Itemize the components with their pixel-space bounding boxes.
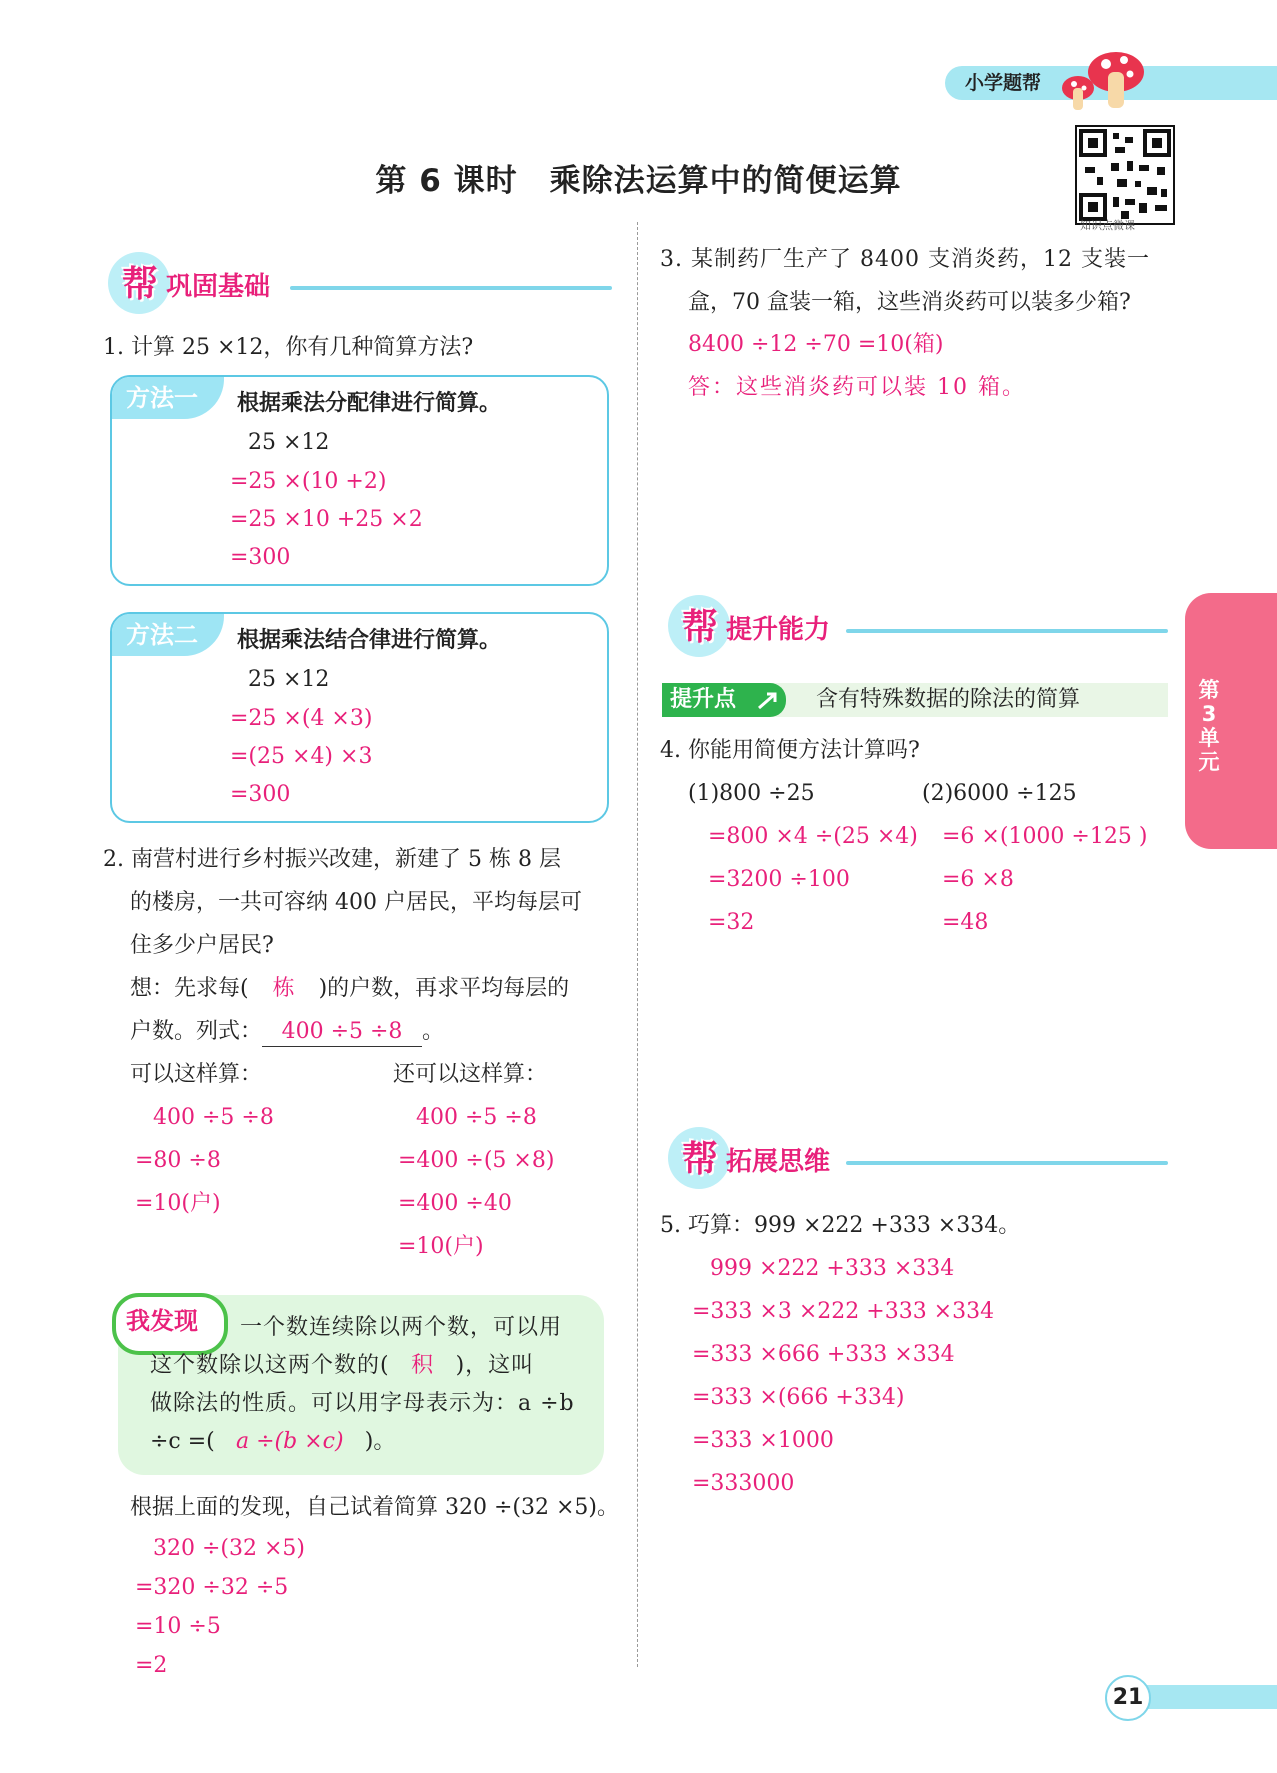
q2-way2-line: =10(户) — [398, 1234, 484, 1259]
q4-part2: (2)6000 ÷125 — [922, 781, 1077, 806]
q2-think — [130, 969, 569, 1009]
bang-glyph: 帮 — [682, 607, 719, 648]
tip-text: 含有特殊数据的除法的简算 — [816, 687, 1081, 712]
discover-blank-product: 积 — [411, 1353, 435, 1378]
method2-line: 25 ×12 — [248, 667, 330, 692]
q2-line: 2. 南营村进行乡村振兴改建，新建了 5 栋 8 层 — [103, 847, 561, 872]
unit-side-tab-text: 第3单元 — [1198, 678, 1220, 774]
method2-line: =(25 ×4) ×3 — [230, 744, 373, 769]
q4-part1-line: =3200 ÷100 — [708, 867, 850, 892]
qr-label: 知识点微课 — [1080, 219, 1135, 232]
q4-part2-line: =6 ×(1000 ÷125 ) — [942, 824, 1148, 849]
bang-glyph: 帮 — [682, 1139, 719, 1180]
q2-extra-prompt: 根据上面的发现，自己试着简算 320 ÷(32 ×5)。 — [130, 1495, 619, 1520]
page-number: 21 — [1112, 1685, 1144, 1710]
q2-think-blank: 栋 — [272, 976, 295, 1001]
q5-line: =333 ×3 ×222 +333 ×334 — [692, 1299, 995, 1324]
q4-part2-line: =48 — [942, 910, 989, 935]
brand-name: 小学题帮 — [965, 72, 1042, 94]
page-number-band — [1140, 1685, 1277, 1709]
q2-line: 的楼房，一共可容纳 400 户居民，平均每层可 — [130, 890, 582, 915]
q2-way1-label: 可以这样算： — [130, 1062, 263, 1087]
section-basic-title: 巩固基础 — [166, 272, 271, 302]
bang-glyph: 帮 — [122, 264, 159, 305]
section-rule — [846, 1161, 1168, 1165]
discover-line: 一个数连续除以两个数，可以用 — [240, 1315, 563, 1340]
discover-tag-text: 我发现 — [126, 1307, 198, 1335]
q2-formula-row — [130, 1012, 444, 1052]
q4-part1-line: =32 — [708, 910, 755, 935]
q2-formula-suffix: 。 — [422, 1019, 445, 1044]
q5-line: =333 ×(666 +334) — [692, 1385, 905, 1410]
qr-code-icon[interactable] — [1075, 125, 1175, 225]
q2-way2-line: 400 ÷5 ÷8 — [416, 1105, 537, 1130]
q3-answer-text: 答：这些消炎药可以装 10 箱。 — [688, 375, 1026, 400]
discover-line2-a: 这个数除以这两个数的( — [150, 1353, 390, 1378]
q5-line: =333 ×1000 — [692, 1428, 834, 1453]
discover-line4-a: ÷c =( — [150, 1429, 215, 1454]
q2-way1-line: =80 ÷8 — [135, 1148, 221, 1173]
q2-extra-line: 320 ÷(32 ×5) — [153, 1536, 306, 1561]
q2-extra-line: =10 ÷5 — [135, 1614, 221, 1639]
method2-tag: 方法二 — [112, 614, 224, 656]
q4-part2-line: =6 ×8 — [942, 867, 1014, 892]
q5-line: 999 ×222 +333 ×334 — [710, 1256, 955, 1281]
q3-answer-formula: 8400 ÷12 ÷70 =10(箱) — [688, 332, 944, 357]
q2-formula-prefix: 户数。列式： — [130, 1019, 263, 1044]
discover-line2-b: )，这叫 — [455, 1353, 535, 1378]
discover-line4-b: )。 — [364, 1429, 396, 1454]
q2-way2-line: =400 ÷(5 ×8) — [398, 1148, 555, 1173]
section-rule — [846, 629, 1168, 633]
method1-line: =300 — [230, 545, 291, 570]
q2-think-b: )的户数，再求平均每层的 — [318, 976, 570, 1001]
q4-question: 4. 你能用简便方法计算吗? — [660, 738, 920, 763]
method1-line: =25 ×10 +25 ×2 — [230, 507, 423, 532]
method2-line: =25 ×(4 ×3) — [230, 706, 373, 731]
q3-line: 盒，70 盒装一箱，这些消炎药可以装多少箱? — [688, 290, 1131, 315]
q2-line: 住多少户居民? — [130, 933, 274, 958]
column-divider — [637, 222, 638, 1667]
method1-desc: 根据乘法分配律进行简算。 — [237, 391, 502, 416]
section-basic-header — [108, 252, 612, 312]
section-rule — [290, 286, 612, 290]
method1-line: =25 ×(10 +2) — [230, 469, 387, 494]
arrow-up-right-icon — [755, 688, 785, 714]
method2-desc: 根据乘法结合律进行简算。 — [237, 628, 502, 653]
discover-line: 做除法的性质。可以用字母表示为：a ÷b — [150, 1391, 575, 1416]
q3-line: 3. 某制药厂生产了 8400 支消炎药，12 支装一 — [660, 247, 1150, 272]
q2-way1-line: =10(户) — [135, 1191, 221, 1216]
q5-line: =333 ×666 +333 ×334 — [692, 1342, 955, 1367]
method2-line: =300 — [230, 782, 291, 807]
section-advance-title: 提升能力 — [726, 615, 831, 645]
q4-part1-line: =800 ×4 ÷(25 ×4) — [708, 824, 918, 849]
q2-way1-line: 400 ÷5 ÷8 — [153, 1105, 274, 1130]
mushroom-icon — [1058, 40, 1148, 115]
q4-part1: (1)800 ÷25 — [688, 781, 815, 806]
q2-way2-label: 还可以这样算： — [393, 1062, 548, 1087]
page-title: 第 6 课时 乘除法运算中的简便运算 — [375, 163, 902, 199]
q2-think-a: 想：先求每( — [130, 976, 249, 1001]
section-expand-header — [668, 1127, 1168, 1187]
q5-question: 5. 巧算：999 ×222 +333 ×334。 — [660, 1213, 1021, 1238]
q2-formula: 400 ÷5 ÷8 — [262, 1018, 422, 1047]
tip-tag-text: 提升点 — [670, 687, 737, 712]
discover-line4 — [150, 1422, 395, 1462]
q1-question: 1. 计算 25 ×12，你有几种简算方法? — [103, 335, 474, 360]
q2-extra-line: =320 ÷32 ÷5 — [135, 1575, 289, 1600]
q2-extra-line: =2 — [135, 1653, 168, 1678]
section-expand-title: 拓展思维 — [726, 1147, 831, 1177]
method1-tag: 方法一 — [112, 377, 224, 419]
q2-way2-line: =400 ÷40 — [398, 1191, 512, 1216]
discover-line2 — [150, 1346, 534, 1386]
method1-line: 25 ×12 — [248, 430, 330, 455]
discover-blank-formula: a ÷(b ×c) — [235, 1429, 344, 1454]
section-advance-header — [668, 595, 1168, 655]
q5-line: =333000 — [692, 1471, 795, 1496]
